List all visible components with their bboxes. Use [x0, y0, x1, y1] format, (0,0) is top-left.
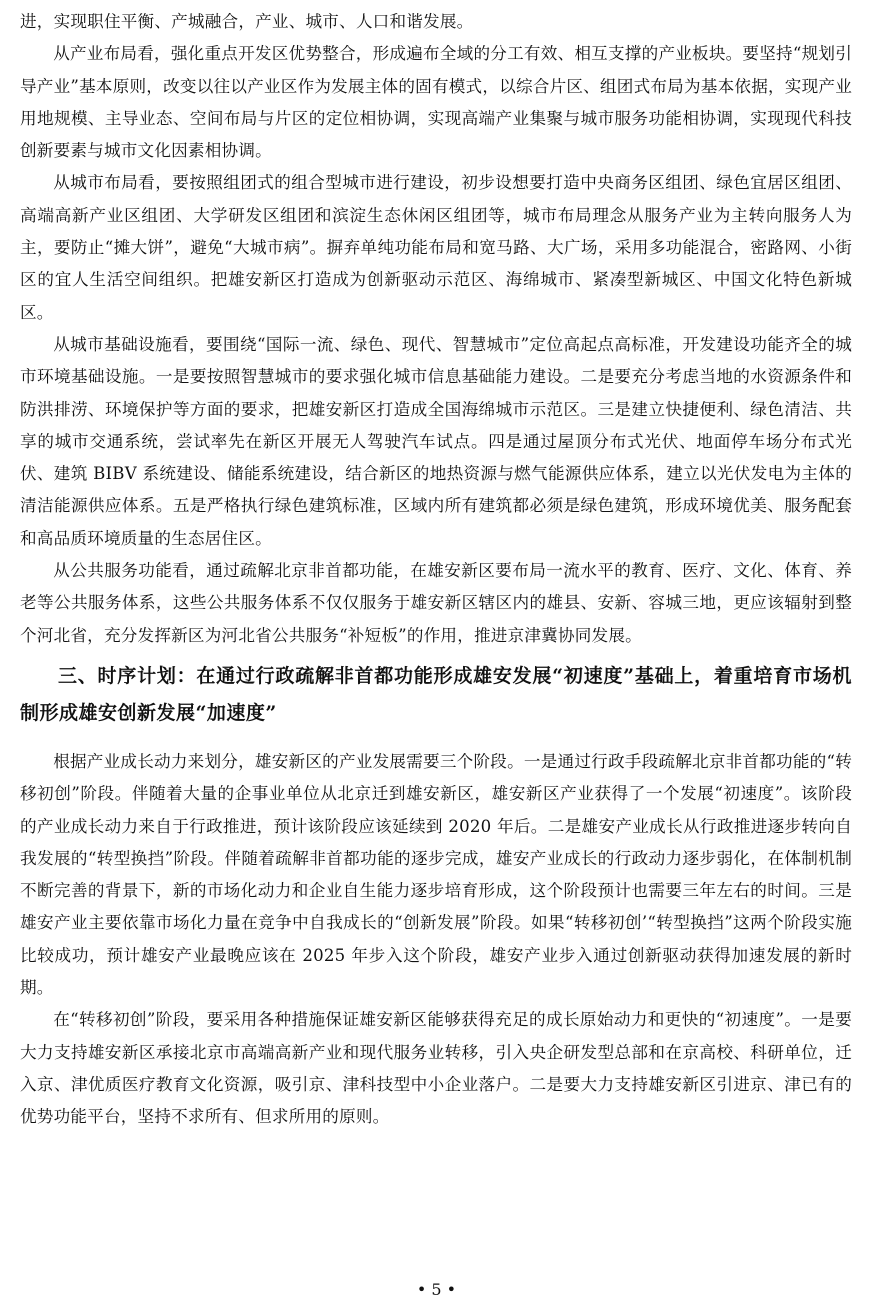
section-heading: 三、时序计划：在通过行政疏解非首都功能形成雄安发展“初速度”基础上，着重培育市场机制形成雄安创新发展“加速度”	[20, 664, 852, 724]
paragraph-continuation: 进，实现职住平衡、产城融合，产业、城市、人口和谐发展。	[20, 12, 474, 31]
paragraph-public-services: 从公共服务功能看，通过疏解北京非首都功能，在雄安新区要布局一流水平的教育、医疗、文化、体育、养老等公共服务体系，这些公共服务体系不仅仅服务于雄安新区辖区内的雄县、安新、容城三地，更应该辐射到整个河北省，充分发挥新区为河北省公共服务“补短板”的作用，推进京津冀协同发展。	[20, 561, 852, 645]
paragraph-growth-stages: 根据产业成长动力来划分，雄安新区的产业发展需要三个阶段。一是通过行政手段疏解北京非首都功能的“转移初创”阶段。伴随着大量的企事业单位从北京迁到雄安新区，雄安新区产业获得了一个发展“初速度”。该阶段的产业成长动力来自于行政推进，预计该阶段应该延续到 2020 年后。二是雄安产业成长从行政推进逐步转向自我发展的“转型换挡”阶段。伴随着疏解非首都功能的逐步完成，雄安产业成长的行政动力逐步弱化，在体制机制不断完善的背景下，新的市场化动力和企业自生能力逐步培育形成，这个阶段预计也需要三年左右的时间。三是雄安产业主要依靠市场化力量在竞争中自我成长的“创新发展”阶段。如果“转移初创’“转型换挡”这两个阶段实施比较成功，预计雄安产业最晚应该在 2025 年步入这个阶段，雄安产业步入通过创新驱动获得加速发展的新时期。	[20, 751, 852, 998]
page-number: • 5 •	[416, 1280, 457, 1299]
paragraph-industry-layout: 从产业布局看，强化重点开发区优势整合，形成遍布全域的分工有效、相互支撑的产业板块。要坚持“规划引导产业”基本原则，改变以往以产业区作为发展主体的固有模式，以综合片区、组团式布局为基本依据，实现产业用地规模、主导业态、空间布局与片区的定位相协调，实现高端产业集聚与城市服务功能相协调，实现现代科技创新要素与城市文化因素相协调。	[20, 44, 852, 161]
document-page	[20, 6, 852, 1134]
paragraph-infrastructure: 从城市基础设施看，要围绕“国际一流、绿色、现代、智慧城市”定位高起点高标准，开发建设功能齐全的城市环境基础设施。一是要按照智慧城市的要求强化城市信息基础能力建设。二是要充分考虑当地的水资源条件和防洪排涝、环境保护等方面的要求，把雄安新区打造成全国海绵城市示范区。三是建立快捷便利、绿色清洁、共享的城市交通系统，尝试率先在新区开展无人驾驶汽车试点。四是通过屋顶分布式光伏、地面停车场分布式光伏、建筑 BIBV 系统建设、储能系统建设，结合新区的地热资源与燃气能源供应体系，建立以光伏发电为主体的清洁能源供应体系。五是严格执行绿色建筑标准，区域内所有建筑都必须是绿色建筑，形成环境优美、服务配套和高品质环境质量的生态居住区。	[20, 334, 852, 548]
paragraph-city-layout: 从城市布局看，要按照组团式的组合型城市进行建设，初步设想要打造中央商务区组团、绿色宜居区组团、高端高新产业区组团、大学研发区组团和滨淀生态休闲区组团等，城市布局理念从服务产业为主转向服务人为主，要防止“摊大饼”，避免“大城市病”。摒弃单纯功能布局和宽马路、大广场，采用多功能混合，密路网、小街区的宜人生活空间组织。把雄安新区打造成为创新驱动示范区、海绵城市、紧凑型新城区、中国文化特色新城区。	[20, 173, 852, 322]
paragraph-transfer-startup: 在“转移初创”阶段，要采用各种措施保证雄安新区能够获得充足的成长原始动力和更快的“初速度”。一是要大力支持雄安新区承接北京市高端高新产业和现代服务业转移，引入央企研发型总部和在京高校、科研单位，迁入京、津优质医疗教育文化资源，吸引京、津科技型中小企业落户。二是要大力支持雄安新区引进京、津已有的优势功能平台，坚持不求所有、但求所用的原则。	[20, 1010, 852, 1127]
